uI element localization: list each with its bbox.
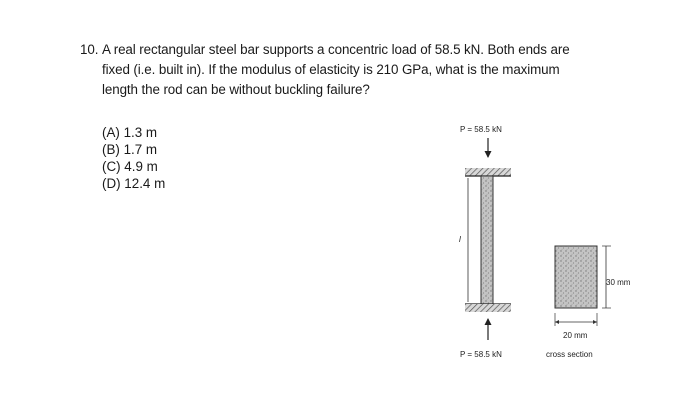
bottom-load-arrowhead (485, 318, 492, 325)
steel-column (481, 176, 493, 304)
height-label: 30 mm (606, 278, 631, 287)
width-label: 20 mm (563, 331, 588, 340)
length-label: l (459, 235, 461, 244)
question-number: 10. (80, 42, 99, 57)
question-line-2: fixed (i.e. built in). If the modulus of elasticity is 210 GPa, what is the maximum (102, 62, 560, 77)
question-line-3: length the rod can be without buckling failure? (102, 82, 370, 97)
cross-section-rect (555, 246, 597, 308)
bottom-load-label: P = 58.5 kN (460, 350, 502, 359)
top-load-arrowhead (485, 151, 492, 158)
option-a: (A) 1.3 m (102, 125, 158, 140)
option-d: (D) 12.4 m (102, 176, 166, 191)
cross-section-caption: cross section (546, 350, 593, 359)
top-fixed-support (465, 168, 511, 176)
question-line-1: 10. A real rectangular steel bar supports a concentric load of 58.5 kN. Both ends are (80, 40, 600, 60)
bottom-fixed-support (465, 304, 511, 312)
top-load-label: P = 58.5 kN (460, 125, 502, 134)
option-c: (C) 4.9 m (102, 159, 158, 174)
option-b: (B) 1.7 m (102, 142, 158, 157)
